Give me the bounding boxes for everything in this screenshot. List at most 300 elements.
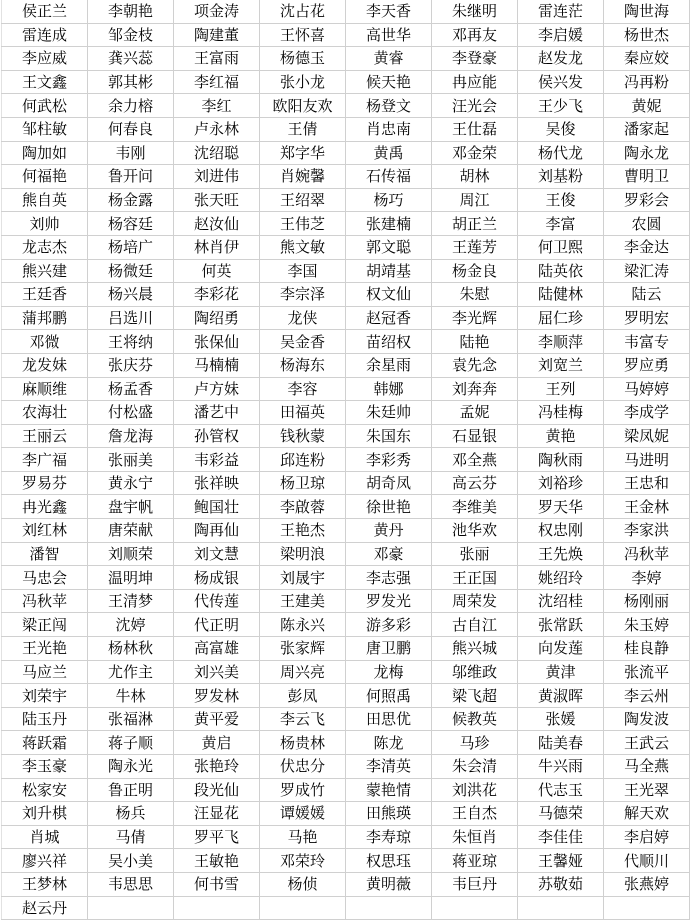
name-cell: 罗天华	[518, 495, 604, 519]
name-cell: 游多彩	[346, 613, 432, 637]
name-cell: 卢永林	[174, 117, 260, 141]
table-row	[2, 117, 690, 141]
name-cell: 李光辉	[432, 306, 518, 330]
name-cell: 罗彩会	[604, 188, 690, 212]
name-cell: 彭凤	[260, 684, 346, 708]
name-cell: 陶永光	[88, 755, 174, 779]
table-row	[2, 165, 690, 189]
name-cell: 权文仙	[346, 283, 432, 307]
name-cell: 王武云	[604, 731, 690, 755]
table-row	[2, 401, 690, 425]
name-cell: 黄津	[518, 660, 604, 684]
name-cell: 王列	[518, 377, 604, 401]
name-cell: 刘兴美	[174, 660, 260, 684]
name-cell: 龙志杰	[2, 235, 88, 259]
name-cell: 李彩秀	[346, 448, 432, 472]
name-cell: 农海壮	[2, 401, 88, 425]
name-cell: 杨培广	[88, 235, 174, 259]
table-row	[2, 684, 690, 708]
name-cell: 杨登文	[346, 94, 432, 118]
name-cell: 杨金良	[432, 259, 518, 283]
table-row	[2, 566, 690, 590]
name-cell: 邓豪	[346, 542, 432, 566]
name-cell: 李玉豪	[2, 755, 88, 779]
name-cell: 尤作主	[88, 660, 174, 684]
name-cell: 冯秋苹	[604, 542, 690, 566]
table-row	[2, 141, 690, 165]
name-cell: 石传福	[346, 165, 432, 189]
name-cell: 王将纳	[88, 330, 174, 354]
name-cell: 何书雪	[174, 872, 260, 896]
name-cell: 肖城	[2, 825, 88, 849]
name-cell: 韦刚	[88, 141, 174, 165]
name-cell: 李云飞	[260, 707, 346, 731]
name-cell: 韦富专	[604, 330, 690, 354]
table-row	[2, 778, 690, 802]
name-cell: 刘基粉	[518, 165, 604, 189]
name-cell: 肖忠南	[346, 117, 432, 141]
name-cell: 李清英	[346, 755, 432, 779]
table-row	[2, 542, 690, 566]
name-cell: 高云芬	[432, 471, 518, 495]
name-cell: 侯正兰	[2, 0, 88, 23]
name-cell: 杨刚丽	[604, 589, 690, 613]
table-row	[2, 589, 690, 613]
name-cell: 黄睿	[346, 47, 432, 71]
name-cell	[604, 896, 690, 920]
name-cell: 杨孟香	[88, 377, 174, 401]
table-row	[2, 424, 690, 448]
name-cell: 罗发光	[346, 589, 432, 613]
name-cell: 王廷香	[2, 283, 88, 307]
name-cell: 黄艳	[518, 424, 604, 448]
name-cell: 张小龙	[260, 70, 346, 94]
name-cell: 熊兴城	[432, 637, 518, 661]
name-cell: 周江	[432, 188, 518, 212]
table-row	[2, 47, 690, 71]
name-cell: 王建美	[260, 589, 346, 613]
name-cell: 赵云丹	[2, 896, 88, 920]
name-cell: 侯兴发	[518, 70, 604, 94]
table-row	[2, 448, 690, 472]
name-cell: 杨代龙	[518, 141, 604, 165]
name-cell: 王文鑫	[2, 70, 88, 94]
name-cell: 邓全燕	[432, 448, 518, 472]
name-cell: 陆英依	[518, 259, 604, 283]
name-cell: 陶加如	[2, 141, 88, 165]
table-row	[2, 235, 690, 259]
name-cell: 王倩	[260, 117, 346, 141]
name-cell: 唐卫鹏	[346, 637, 432, 661]
name-cell: 孟妮	[432, 401, 518, 425]
name-cell: 马应兰	[2, 660, 88, 684]
name-cell: 候天艳	[346, 70, 432, 94]
name-cell: 项金涛	[174, 0, 260, 23]
name-cell: 蒋亚琼	[432, 849, 518, 873]
name-cell: 张保仙	[174, 330, 260, 354]
name-cell: 沈占花	[260, 0, 346, 23]
name-cell: 杨容廷	[88, 212, 174, 236]
name-cell: 冯秋苹	[2, 589, 88, 613]
name-cell: 朱会清	[432, 755, 518, 779]
name-cell: 朱廷帅	[346, 401, 432, 425]
name-cell: 赵汝仙	[174, 212, 260, 236]
name-cell: 高世华	[346, 23, 432, 47]
name-cell: 肖婉馨	[260, 165, 346, 189]
name-cell: 杨金露	[88, 188, 174, 212]
name-cell: 何武松	[2, 94, 88, 118]
name-cell: 李啟蓉	[260, 495, 346, 519]
name-cell: 王丽云	[2, 424, 88, 448]
name-cell: 王正国	[432, 566, 518, 590]
name-cell: 陆云	[604, 283, 690, 307]
name-cell: 牛兴雨	[518, 755, 604, 779]
name-cell: 高富雄	[174, 637, 260, 661]
name-cell: 周兴亮	[260, 660, 346, 684]
name-cell: 李云州	[604, 684, 690, 708]
name-cell: 李朝艳	[88, 0, 174, 23]
name-cell: 代志玉	[518, 778, 604, 802]
name-cell: 刘顺荣	[88, 542, 174, 566]
name-cell: 李成学	[604, 401, 690, 425]
name-cell: 邓荣玲	[260, 849, 346, 873]
name-cell: 黄丹	[346, 519, 432, 543]
name-cell: 张庆芬	[88, 353, 174, 377]
name-cell: 龙发妹	[2, 353, 88, 377]
table-row	[2, 353, 690, 377]
name-cell: 欧阳友欢	[260, 94, 346, 118]
name-cell: 刘奔奔	[432, 377, 518, 401]
name-cell: 胡林	[432, 165, 518, 189]
table-row	[2, 637, 690, 661]
name-cell: 吕选川	[88, 306, 174, 330]
name-cell: 杨林秋	[88, 637, 174, 661]
name-cell: 熊文敏	[260, 235, 346, 259]
name-cell: 何春良	[88, 117, 174, 141]
name-cell: 解天欢	[604, 802, 690, 826]
name-cell: 马进明	[604, 448, 690, 472]
name-cell: 石显银	[432, 424, 518, 448]
name-cell: 邱连粉	[260, 448, 346, 472]
name-cell: 李顺萍	[518, 330, 604, 354]
name-cell: 杨世杰	[604, 23, 690, 47]
name-cell: 刘进伟	[174, 165, 260, 189]
name-cell: 雷连成	[2, 23, 88, 47]
name-cell: 冯桂梅	[518, 401, 604, 425]
name-cell: 王忠和	[604, 471, 690, 495]
name-cell: 张流平	[604, 660, 690, 684]
name-cell: 张媛	[518, 707, 604, 731]
name-cell: 吴小美	[88, 849, 174, 873]
name-cell: 蒲邦鹏	[2, 306, 88, 330]
name-cell: 邓微	[2, 330, 88, 354]
name-cell: 张祥映	[174, 471, 260, 495]
name-cell: 陶秋雨	[518, 448, 604, 472]
name-cell: 吴金香	[260, 330, 346, 354]
name-cell: 胡奇凤	[346, 471, 432, 495]
name-cell: 邓金荣	[432, 141, 518, 165]
table-row	[2, 188, 690, 212]
name-cell: 王先焕	[518, 542, 604, 566]
name-cell: 谭媛媛	[260, 802, 346, 826]
table-row	[2, 849, 690, 873]
name-cell: 李彩花	[174, 283, 260, 307]
table-row	[2, 212, 690, 236]
name-cell: 冉应能	[432, 70, 518, 94]
name-cell: 李家洪	[604, 519, 690, 543]
name-cell: 王金林	[604, 495, 690, 519]
table-row	[2, 613, 690, 637]
name-cell: 王怀喜	[260, 23, 346, 47]
name-cell: 何卫熙	[518, 235, 604, 259]
name-cell: 罗应勇	[604, 353, 690, 377]
name-cell: 钱秋蒙	[260, 424, 346, 448]
name-cell: 朱慰	[432, 283, 518, 307]
name-grid-body	[2, 0, 690, 920]
name-cell	[346, 896, 432, 920]
name-cell: 张燕婷	[604, 872, 690, 896]
name-cell: 马珍	[432, 731, 518, 755]
name-cell: 陆健林	[518, 283, 604, 307]
name-cell: 沈婷	[88, 613, 174, 637]
name-cell: 邹柱敏	[2, 117, 88, 141]
name-cell: 马德荣	[518, 802, 604, 826]
name-cell: 张艳玲	[174, 755, 260, 779]
name-cell: 秦应姣	[604, 47, 690, 71]
name-cell: 杨兵	[88, 802, 174, 826]
name-cell: 杨卫琼	[260, 471, 346, 495]
table-row	[2, 94, 690, 118]
name-cell: 李维美	[432, 495, 518, 519]
name-cell: 罗成竹	[260, 778, 346, 802]
name-cell: 熊自英	[2, 188, 88, 212]
name-cell	[432, 896, 518, 920]
name-cell: 王光艳	[2, 637, 88, 661]
name-cell	[88, 896, 174, 920]
name-cell: 黄禹	[346, 141, 432, 165]
name-cell: 黄启	[174, 731, 260, 755]
name-cell: 黄淑晖	[518, 684, 604, 708]
name-cell: 王绍翠	[260, 188, 346, 212]
name-cell: 孙管权	[174, 424, 260, 448]
name-cell: 李宗泽	[260, 283, 346, 307]
name-cell: 张天旺	[174, 188, 260, 212]
name-cell: 王馨娅	[518, 849, 604, 873]
name-cell: 李启媛	[518, 23, 604, 47]
name-cell: 余星雨	[346, 353, 432, 377]
name-cell: 伏忠分	[260, 755, 346, 779]
name-cell: 朱继明	[432, 0, 518, 23]
name-cell: 韩娜	[346, 377, 432, 401]
name-cell: 李志强	[346, 566, 432, 590]
name-cell: 鲁开问	[88, 165, 174, 189]
name-cell: 黄明薇	[346, 872, 432, 896]
name-cell: 苗绍权	[346, 330, 432, 354]
table-row	[2, 802, 690, 826]
name-cell: 罗易芬	[2, 471, 88, 495]
name-cell: 王俊	[518, 188, 604, 212]
name-cell: 韦思思	[88, 872, 174, 896]
name-cell: 陆美春	[518, 731, 604, 755]
table-row	[2, 872, 690, 896]
name-cell: 李启婷	[604, 825, 690, 849]
table-row	[2, 495, 690, 519]
name-cell: 郭文聪	[346, 235, 432, 259]
name-cell: 王少飞	[518, 94, 604, 118]
name-cell: 陶绍勇	[174, 306, 260, 330]
name-cell: 陶建董	[174, 23, 260, 47]
name-cell: 袁先念	[432, 353, 518, 377]
name-cell: 梁飞超	[432, 684, 518, 708]
name-cell: 梁凤妮	[604, 424, 690, 448]
name-cell: 陶发波	[604, 707, 690, 731]
name-cell: 蒋跃霜	[2, 731, 88, 755]
name-grid	[1, 0, 690, 920]
name-cell: 王艳杰	[260, 519, 346, 543]
table-row	[2, 707, 690, 731]
name-cell: 蒋子顺	[88, 731, 174, 755]
name-cell: 王富雨	[174, 47, 260, 71]
name-cell: 潘艺中	[174, 401, 260, 425]
name-cell: 麻顺维	[2, 377, 88, 401]
name-cell: 廖兴祥	[2, 849, 88, 873]
name-cell: 向发莲	[518, 637, 604, 661]
name-cell: 马倩	[88, 825, 174, 849]
name-cell: 黄永宁	[88, 471, 174, 495]
name-cell: 杨兴晨	[88, 283, 174, 307]
name-cell: 李登豪	[432, 47, 518, 71]
name-cell: 余力榕	[88, 94, 174, 118]
table-row	[2, 0, 690, 23]
name-cell: 沈绍桂	[518, 589, 604, 613]
name-cell: 杨德玉	[260, 47, 346, 71]
name-cell: 池华欢	[432, 519, 518, 543]
name-cell: 邓再友	[432, 23, 518, 47]
name-cell: 张家辉	[260, 637, 346, 661]
name-cell: 陈龙	[346, 731, 432, 755]
name-cell: 代正明	[174, 613, 260, 637]
name-cell: 沈绍聪	[174, 141, 260, 165]
name-cell: 龚兴蕊	[88, 47, 174, 71]
name-cell: 李容	[260, 377, 346, 401]
name-cell: 周荣发	[432, 589, 518, 613]
name-cell: 代传莲	[174, 589, 260, 613]
name-cell: 松家安	[2, 778, 88, 802]
name-cell: 田熊瑛	[346, 802, 432, 826]
name-cell: 黄妮	[604, 94, 690, 118]
name-cell: 张丽	[432, 542, 518, 566]
table-row	[2, 283, 690, 307]
table-row	[2, 731, 690, 755]
name-cell: 权思珏	[346, 849, 432, 873]
name-cell: 李富	[518, 212, 604, 236]
name-cell: 杨微廷	[88, 259, 174, 283]
name-cell: 龙侠	[260, 306, 346, 330]
name-cell: 杨成银	[174, 566, 260, 590]
name-cell: 马婷婷	[604, 377, 690, 401]
name-cell: 李寿琼	[346, 825, 432, 849]
name-cell: 黄平爱	[174, 707, 260, 731]
name-cell: 罗发林	[174, 684, 260, 708]
name-cell: 鲁正明	[88, 778, 174, 802]
name-cell: 马全燕	[604, 755, 690, 779]
name-cell: 何福艳	[2, 165, 88, 189]
name-cell: 罗平飞	[174, 825, 260, 849]
name-cell: 苏敬茹	[518, 872, 604, 896]
name-cell: 牛林	[88, 684, 174, 708]
table-row	[2, 377, 690, 401]
name-cell: 盘宇帆	[88, 495, 174, 519]
name-cell: 刘红林	[2, 519, 88, 543]
name-cell: 刘升棋	[2, 802, 88, 826]
name-cell: 梁明浪	[260, 542, 346, 566]
name-cell	[174, 896, 260, 920]
name-cell: 杨巧	[346, 188, 432, 212]
name-cell: 鲍国壮	[174, 495, 260, 519]
name-cell: 徐世艳	[346, 495, 432, 519]
name-cell: 梁正闯	[2, 613, 88, 637]
name-cell: 刘荣宇	[2, 684, 88, 708]
name-cell: 刘裕珍	[518, 471, 604, 495]
name-cell	[518, 896, 604, 920]
name-cell: 陶再仙	[174, 519, 260, 543]
name-cell: 潘家起	[604, 117, 690, 141]
name-cell: 王光翠	[604, 778, 690, 802]
name-cell: 刘帅	[2, 212, 88, 236]
name-cell: 李佳佳	[518, 825, 604, 849]
name-cell: 王清梦	[88, 589, 174, 613]
name-cell: 林肖伊	[174, 235, 260, 259]
name-cell: 王梦林	[2, 872, 88, 896]
name-cell: 古自江	[432, 613, 518, 637]
name-cell: 张建楠	[346, 212, 432, 236]
name-cell: 胡正兰	[432, 212, 518, 236]
name-cell: 曹明卫	[604, 165, 690, 189]
name-cell: 詹龙海	[88, 424, 174, 448]
name-cell: 郑字华	[260, 141, 346, 165]
name-cell: 吴俊	[518, 117, 604, 141]
name-cell: 陶世海	[604, 0, 690, 23]
name-cell: 段光仙	[174, 778, 260, 802]
name-cell: 马忠会	[2, 566, 88, 590]
name-cell: 雷连茫	[518, 0, 604, 23]
name-cell: 刘晟宇	[260, 566, 346, 590]
name-cell: 汪光会	[432, 94, 518, 118]
name-cell: 朱国东	[346, 424, 432, 448]
name-cell: 蒙艳情	[346, 778, 432, 802]
name-cell: 潘智	[2, 542, 88, 566]
name-cell: 刘宽兰	[518, 353, 604, 377]
name-cell: 龙梅	[346, 660, 432, 684]
table-row	[2, 23, 690, 47]
name-cell: 桂良静	[604, 637, 690, 661]
name-cell: 何照禹	[346, 684, 432, 708]
name-cell: 邬维政	[432, 660, 518, 684]
name-cell: 杨贵林	[260, 731, 346, 755]
name-cell: 王自杰	[432, 802, 518, 826]
name-cell: 朱恒肖	[432, 825, 518, 849]
name-cell: 张福淋	[88, 707, 174, 731]
name-cell: 陈永兴	[260, 613, 346, 637]
name-cell: 郭其彬	[88, 70, 174, 94]
name-cell: 张丽美	[88, 448, 174, 472]
name-cell: 姚绍玲	[518, 566, 604, 590]
table-row	[2, 259, 690, 283]
name-cell: 王仕磊	[432, 117, 518, 141]
name-cell: 李红福	[174, 70, 260, 94]
name-cell	[260, 896, 346, 920]
name-cell: 王莲芳	[432, 235, 518, 259]
